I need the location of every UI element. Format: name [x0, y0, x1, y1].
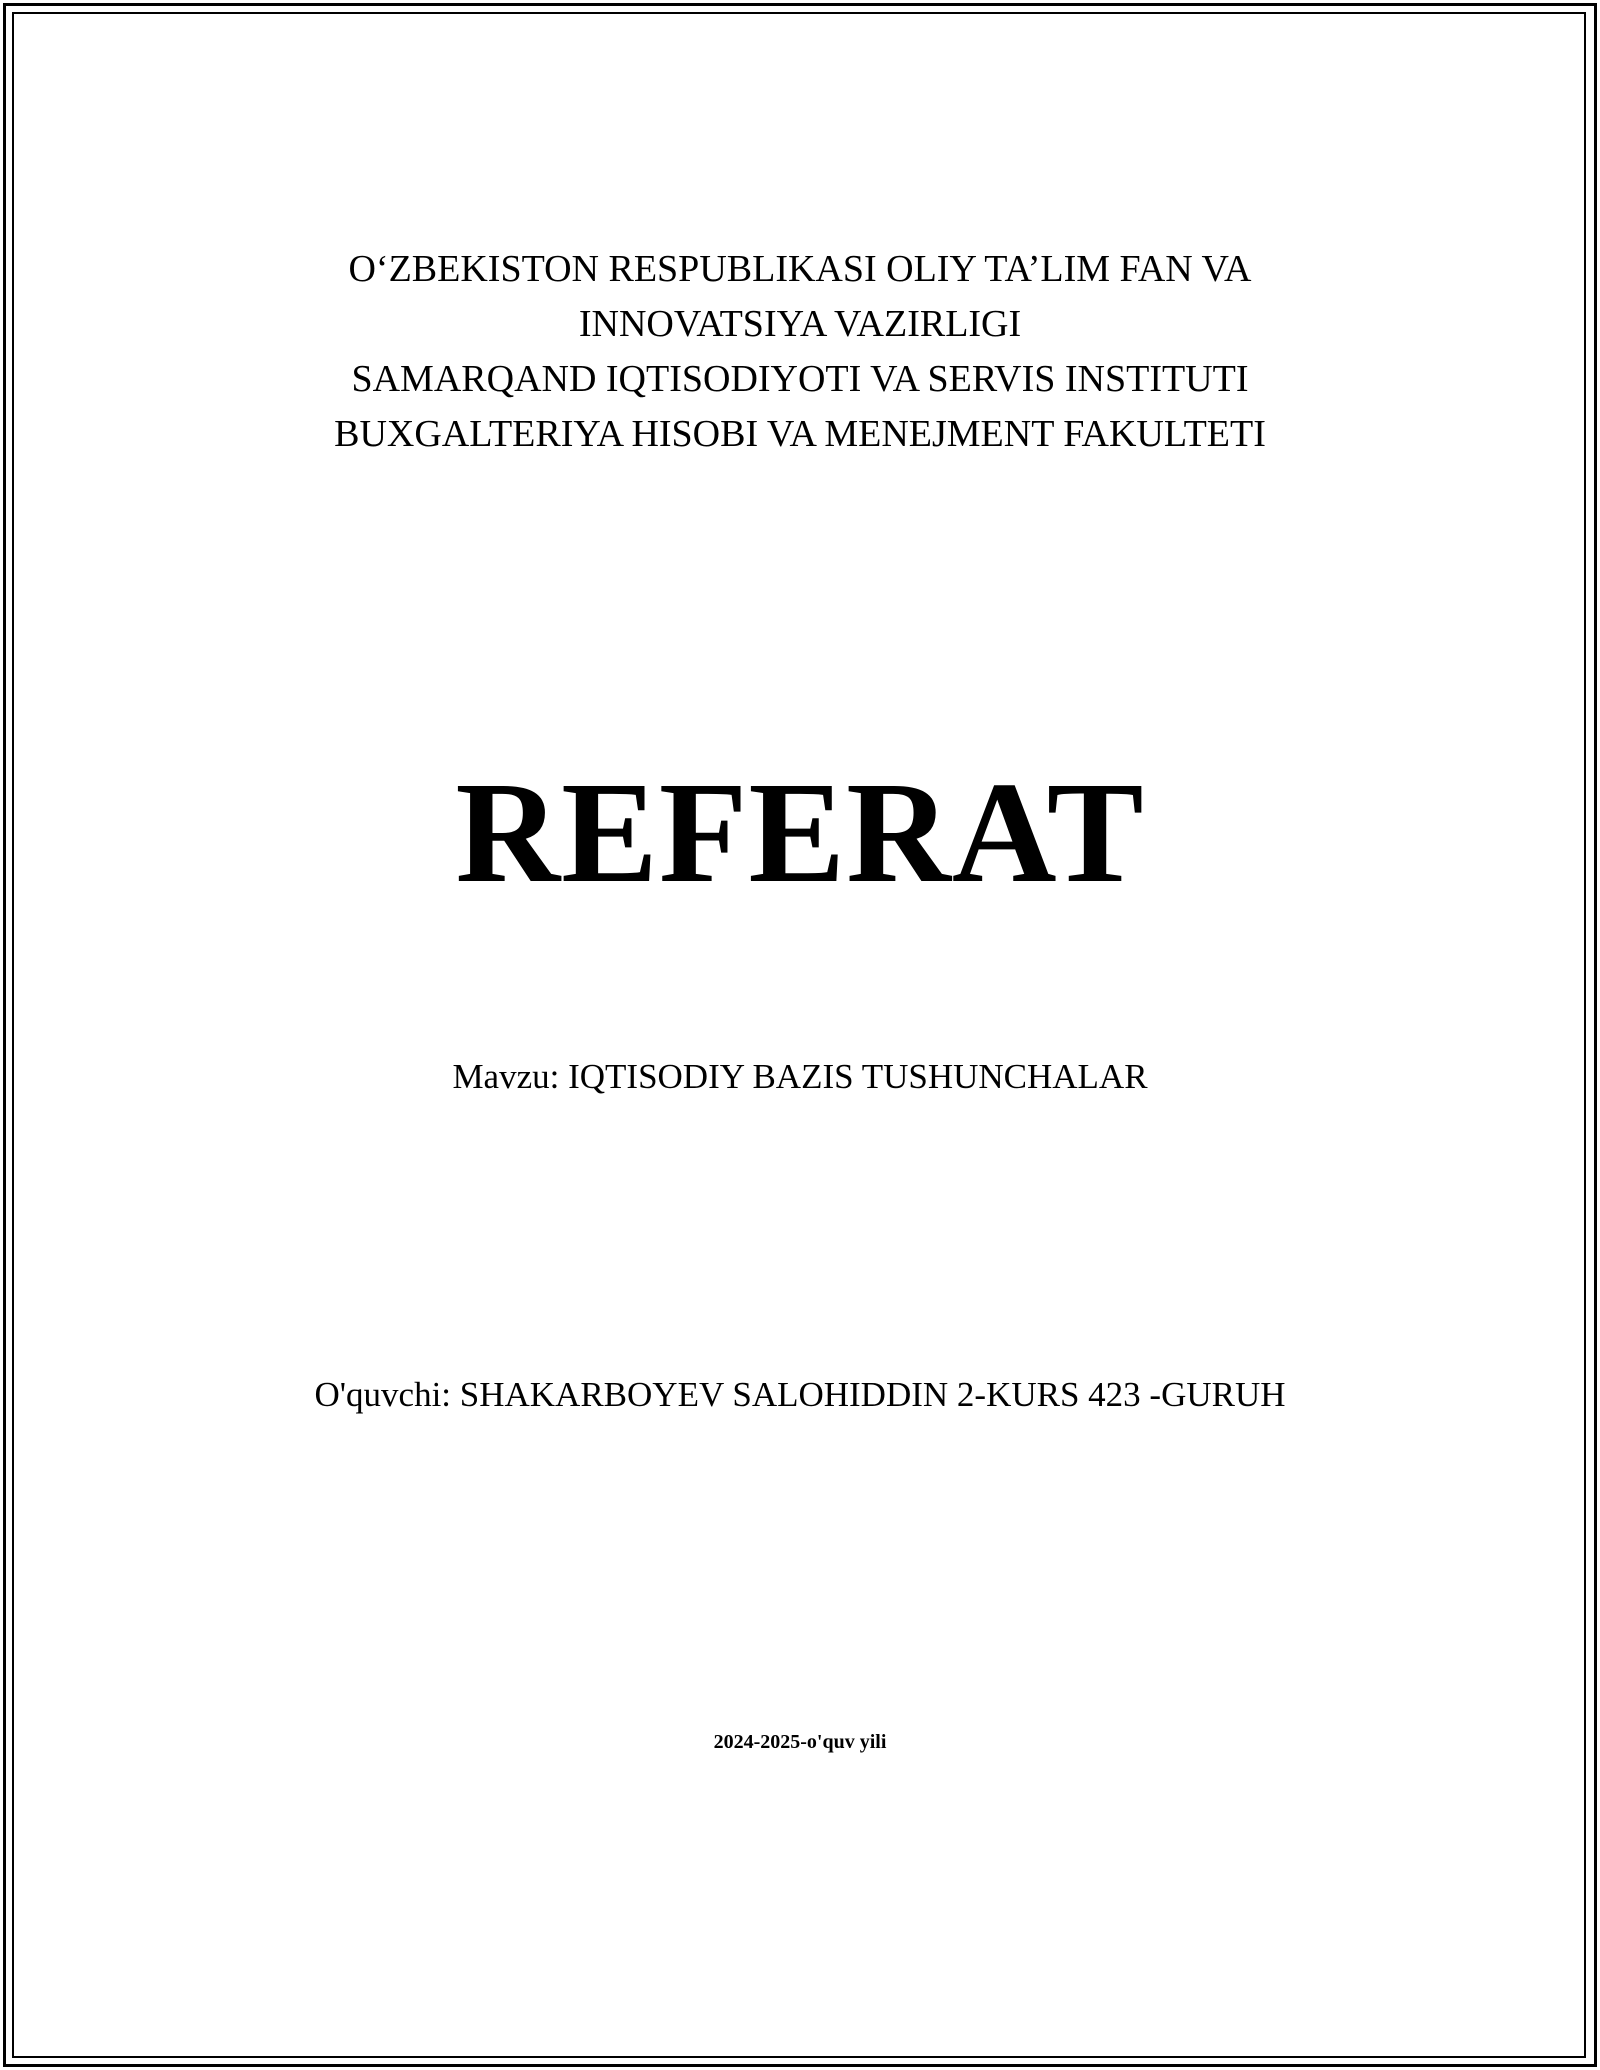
header-ministry-line-1: O‘ZBEKISTON RESPUBLIKASI OLIY TA’LIM FAN VA [348, 248, 1252, 290]
document-title: REFERAT [455, 753, 1145, 913]
topic-line: Mavzu: IQTISODIY BAZIS TUSHUNCHALAR [452, 1057, 1148, 1096]
institution-header [0, 242, 1600, 462]
student-line: O'quvchi: SHAKARBOYEV SALOHIDDIN 2-KURS 423 -GURUH [314, 1375, 1286, 1414]
academic-year: 2024-2025-o'quv yili [713, 1731, 887, 1753]
header-ministry-line-2: INNOVATSIYA VAZIRLIGI [578, 303, 1022, 345]
header-institute: SAMARQAND IQTISODIYOTI VA SERVIS INSTITUTI [351, 358, 1249, 400]
header-faculty: BUXGALTERIYA HISOBI VA MENEJMENT FAKULTETI [334, 413, 1266, 455]
